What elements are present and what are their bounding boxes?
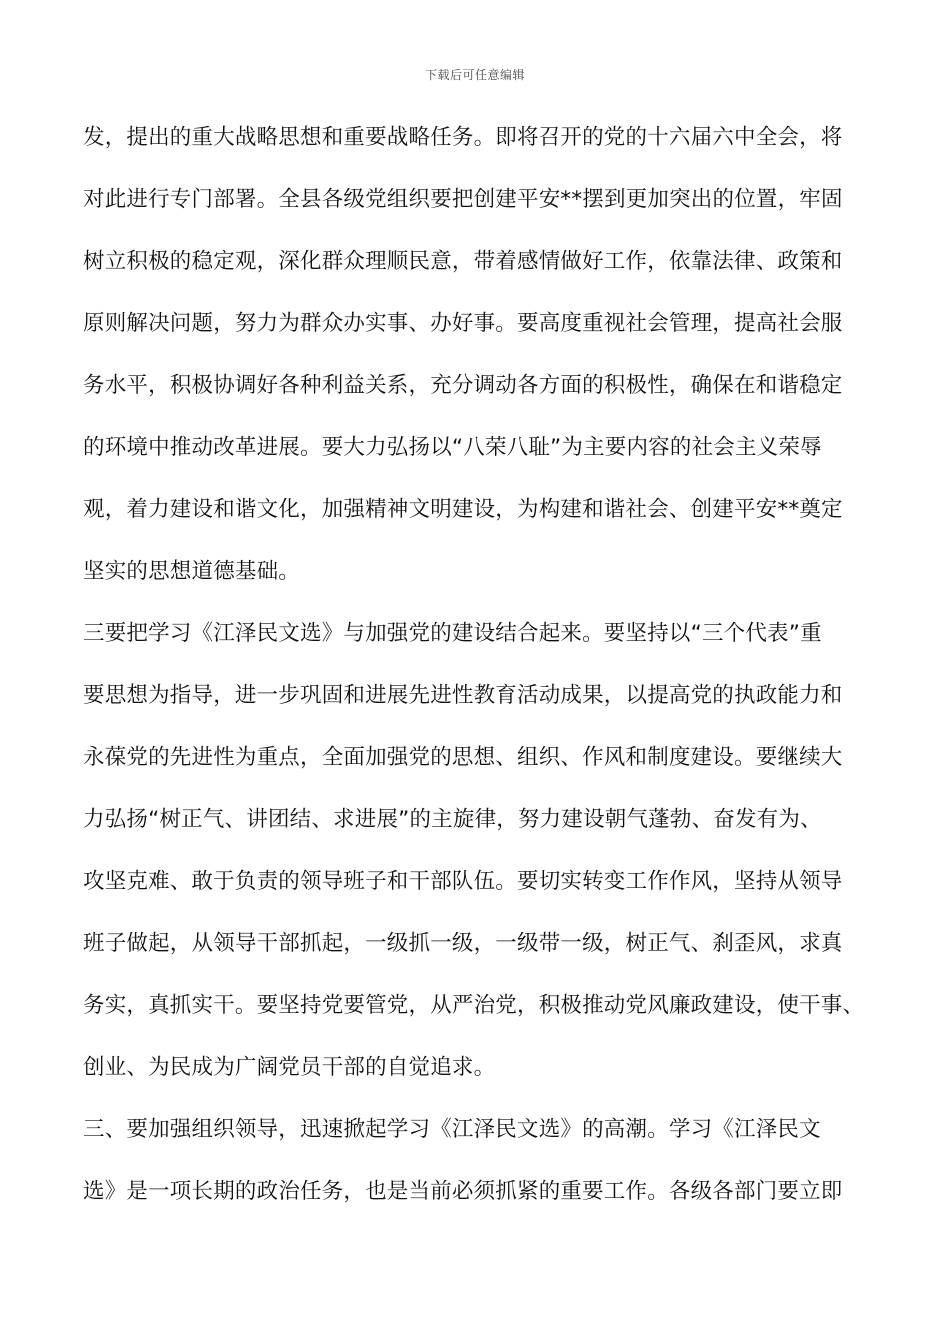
text-line: 班子做起，从领导干部抓起，一级抓一级，一级带一级，树正气、刹歪风，求真 xyxy=(83,931,843,956)
page-header: 下载后可任意编辑 xyxy=(424,68,525,82)
text-line: 坚实的思想道德基础。 xyxy=(83,559,301,584)
text-line: 要思想为指导，进一步巩固和进展先进性教育活动成果，以提高党的执政能力和 xyxy=(83,683,843,708)
text-line: 的环境中推动改革进展。要大力弘扬以“八荣八耻”为主要内容的社会主义荣辱 xyxy=(83,435,822,460)
text-line: 三、要加强组织领导，迅速掀起学习《江泽民文选》的高潮。学习《江泽民文 xyxy=(83,1117,821,1142)
text-line: 力弘扬“树正气、讲团结、求进展”的主旋律，努力建设朝气蓬勃、奋发有为、 xyxy=(83,807,822,832)
text-line: 选》是一项长期的政治任务，也是当前必须抓紧的重要工作。各级各部门要立即 xyxy=(83,1179,843,1204)
text-line: 观，着力建设和谐文化，加强精神文明建设，为构建和谐社会、创建平安**奠定 xyxy=(83,497,843,522)
document-body xyxy=(83,118,883,1234)
text-line: 发，提出的重大战略思想和重要战略任务。即将召开的党的十六届六中全会，将 xyxy=(83,125,843,150)
text-line: 攻坚克难、敢于负责的领导班子和干部队伍。要切实转变工作作风，坚持从领导 xyxy=(83,869,843,894)
text-line: 对此进行专门部署。全县各级党组织要把创建平安**摆到更加突出的位置，牢固 xyxy=(83,187,843,212)
text-line: 原则解决问题，努力为群众办实事、办好事。要高度重视社会管理，提高社会服 xyxy=(83,311,843,336)
text-line: 务水平，积极协调好各种利益关系，充分调动各方面的积极性，确保在和谐稳定 xyxy=(83,373,843,398)
text-line: 三要把学习《江泽民文选》与加强党的建设结合起来。要坚持以“三个代表”重 xyxy=(83,621,822,646)
text-line: 创业、为民成为广阔党员干部的自觉追求。 xyxy=(83,1055,496,1080)
text-line: 务实，真抓实干。要坚持党要管党，从严治党，积极推动党风廉政建设，使干事、 xyxy=(83,993,865,1018)
text-line: 树立积极的稳定观，深化群众理顺民意，带着感情做好工作，依靠法律、政策和 xyxy=(83,249,843,274)
text-line: 永葆党的先进性为重点，全面加强党的思想、组织、作风和制度建设。要继续大 xyxy=(83,745,843,770)
